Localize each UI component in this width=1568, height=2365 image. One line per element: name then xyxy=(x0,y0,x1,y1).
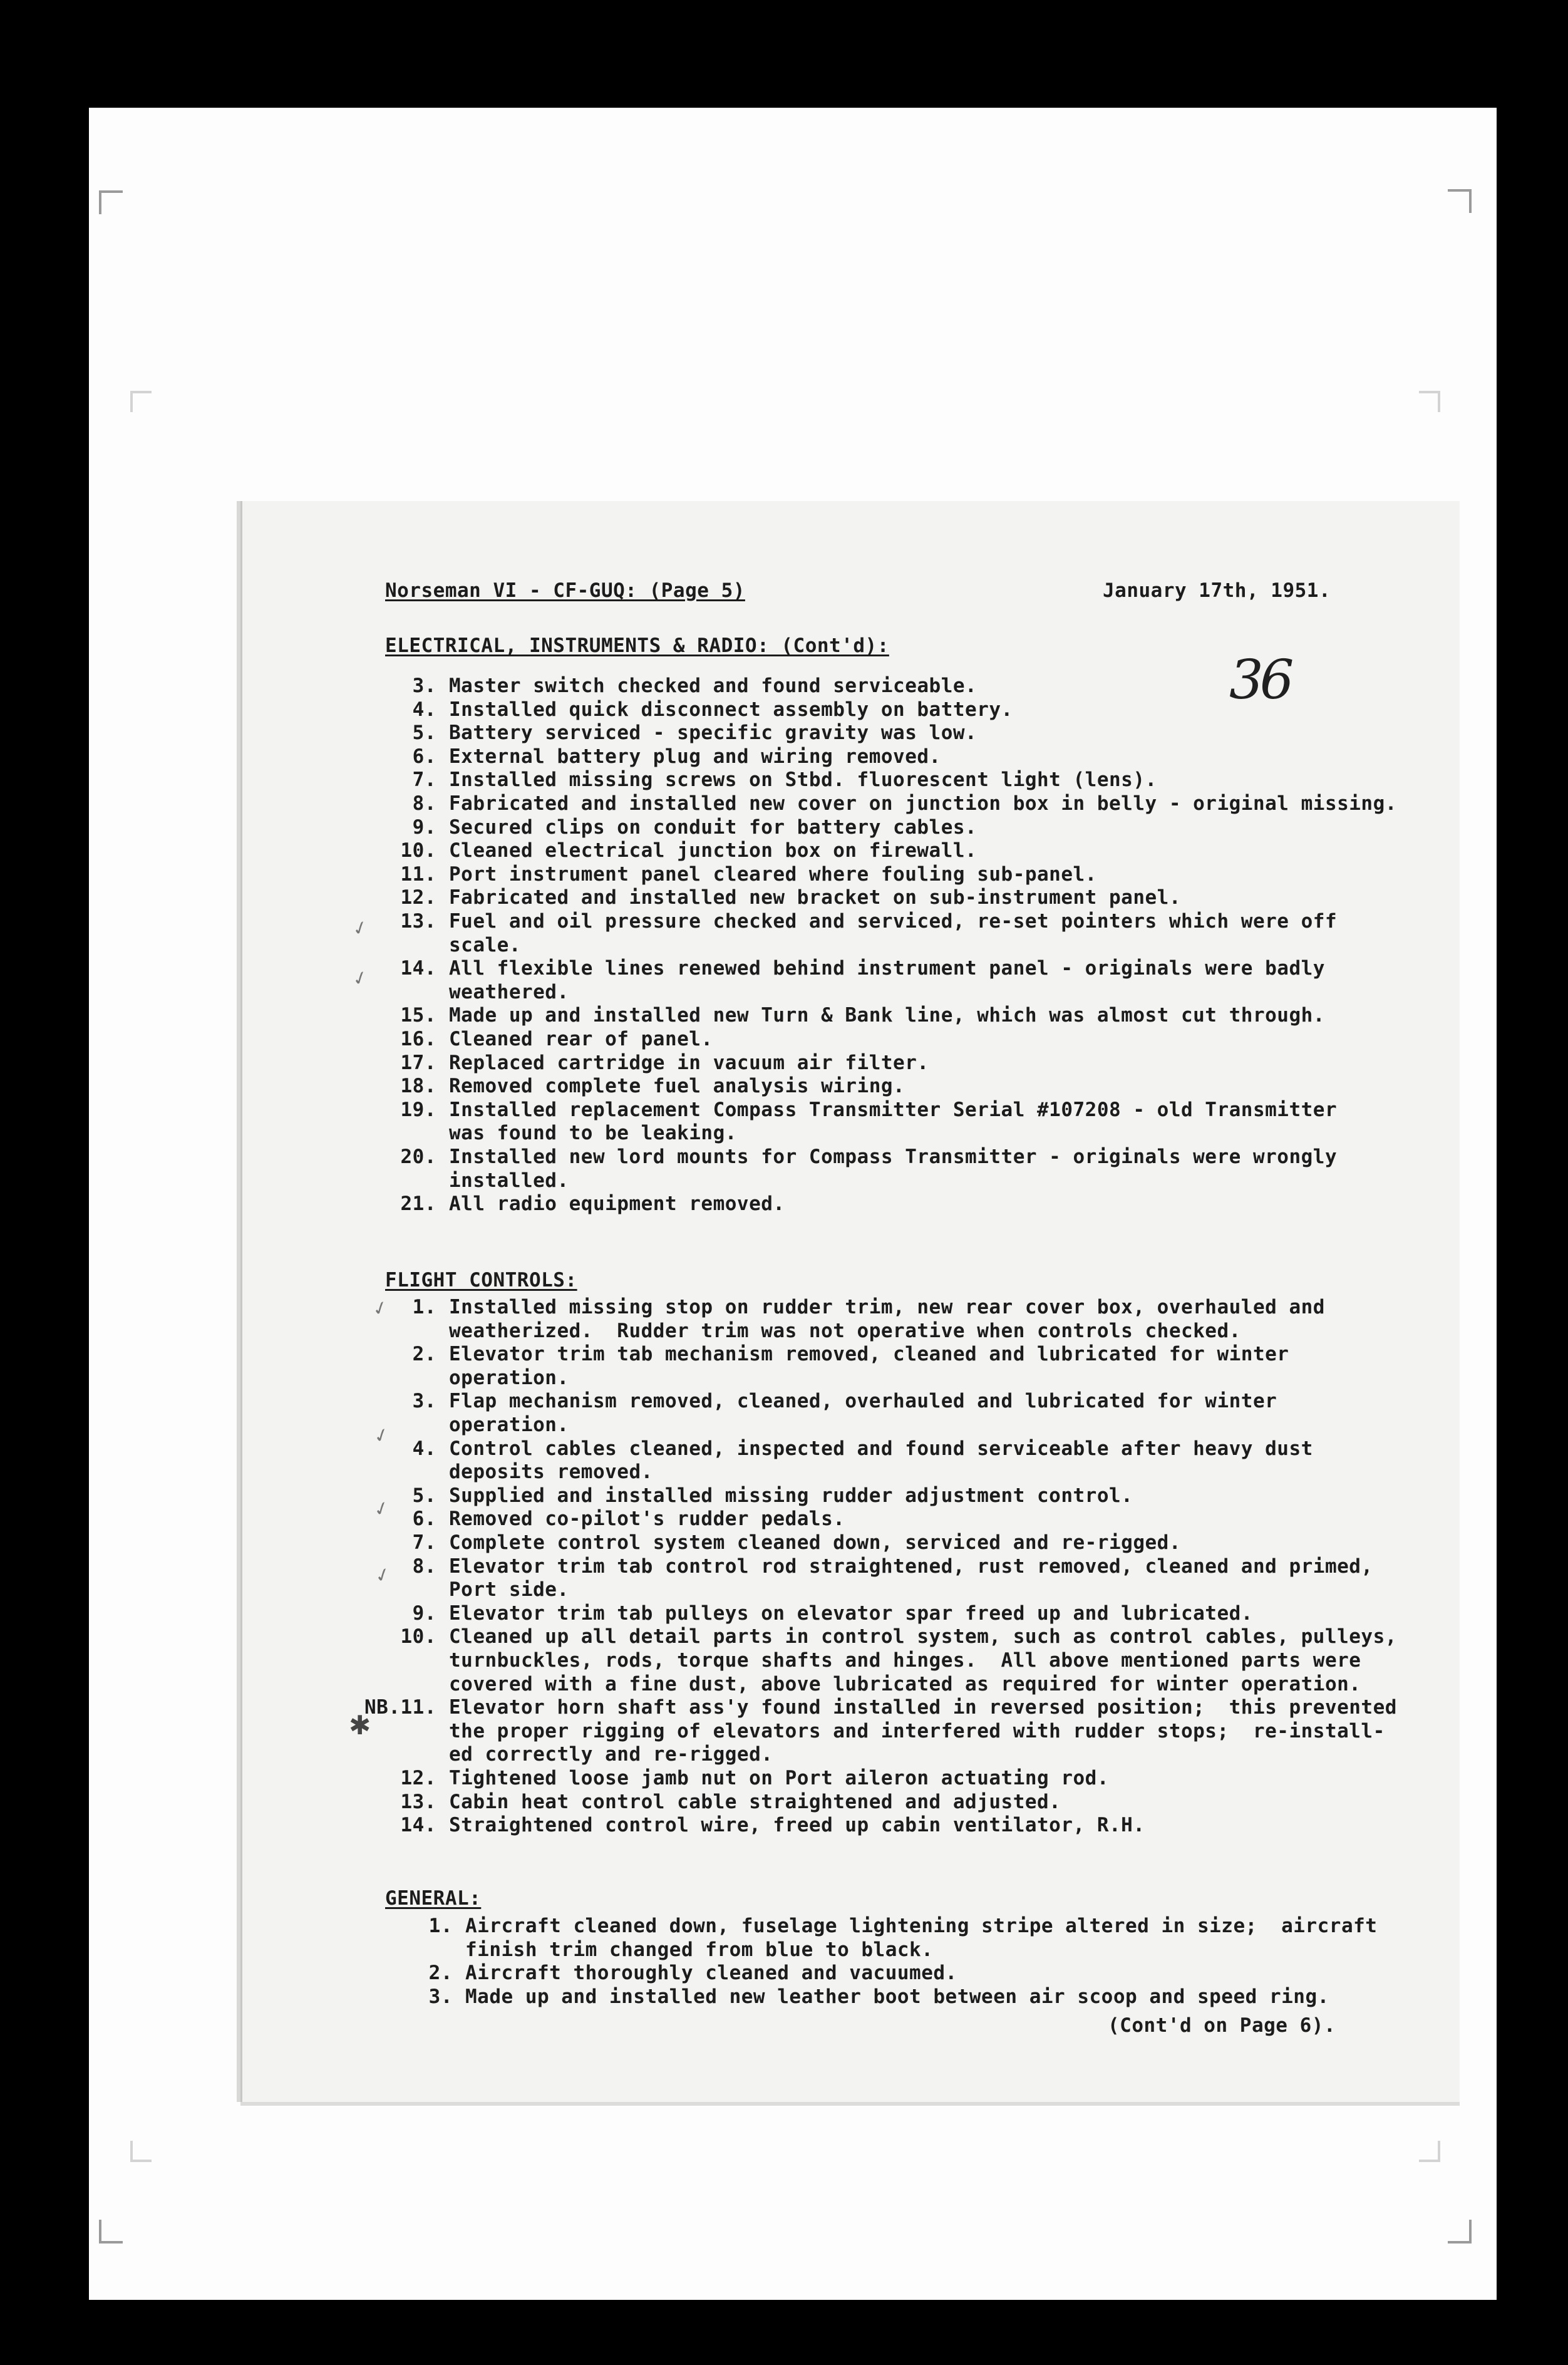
continued-note: (Cont'd on Page 6). xyxy=(1108,2014,1336,2037)
inner-corner-mark-bottom-left xyxy=(130,2141,152,2162)
item-text: Secured clips on conduit for battery cables. xyxy=(449,815,977,839)
item-number: 5. xyxy=(412,1484,436,1507)
item-number: 2. xyxy=(412,1343,436,1366)
item-number: 3. xyxy=(428,1985,453,2008)
item-text: Aircraft cleaned down, fuselage lightening stripe altered in size; aircraft xyxy=(465,1915,1378,1937)
item-text: Battery serviced - specific gravity was low. xyxy=(449,722,977,745)
item-number: 21. xyxy=(400,1193,436,1216)
item-text: Installed quick disconnect assembly on battery. xyxy=(449,698,1013,721)
item-text: Cleaned up all detail parts in control system, such as control cables, pulleys, xyxy=(449,1625,1397,1648)
item-text: External battery plug and wiring removed. xyxy=(449,745,941,768)
item-number: 14. xyxy=(400,957,436,980)
item-number: NB.11. xyxy=(364,1696,436,1719)
item-number: 13. xyxy=(400,1790,436,1813)
item-number: 13. xyxy=(400,910,436,933)
item-text-continuation: operation. xyxy=(449,1366,569,1389)
item-text: Removed co-pilot's rudder pedals. xyxy=(449,1508,845,1531)
item-number: 9. xyxy=(412,815,436,839)
item-text: Fuel and oil pressure checked and serviced, re-set pointers which were off xyxy=(449,910,1338,933)
item-text-continuation: weatherized. Rudder trim was not operative when controls checked. xyxy=(449,1319,1241,1342)
item-text-continuation: ed correctly and re-rigged. xyxy=(449,1743,773,1766)
item-number: 2. xyxy=(428,1962,453,1985)
header-date: January 17th, 1951. xyxy=(1103,579,1331,602)
item-number: 6. xyxy=(412,1508,436,1531)
item-number: 10. xyxy=(400,839,436,862)
item-number: 1. xyxy=(428,1915,453,1937)
corner-mark-top-left xyxy=(99,190,123,214)
item-number: 8. xyxy=(412,1555,436,1578)
item-text: Tightened loose jamb nut on Port aileron actuating rod. xyxy=(449,1767,1109,1789)
section-heading-flight-controls: FLIGHT CONTROLS: xyxy=(385,1269,577,1291)
item-text: Fabricated and installed new bracket on sub-instrument panel. xyxy=(449,886,1181,909)
item-text: Cleaned rear of panel. xyxy=(449,1028,713,1050)
item-text: Complete control system cleaned down, serviced and re-rigged. xyxy=(449,1531,1181,1554)
item-number: 10. xyxy=(400,1625,436,1648)
item-number: 14. xyxy=(400,1814,436,1837)
item-number: 20. xyxy=(400,1146,436,1168)
item-number: 3. xyxy=(412,675,436,697)
check-mark: ✓ xyxy=(371,1496,393,1523)
item-text-continuation: operation. xyxy=(449,1414,569,1436)
header-title: Norseman VI - CF-GUQ: (Page 5) xyxy=(385,579,745,602)
item-number: 12. xyxy=(400,1767,436,1789)
item-text: Elevator trim tab pulleys on elevator spar freed up and lubricated. xyxy=(449,1602,1253,1625)
item-text: Removed complete fuel analysis wiring. xyxy=(449,1075,905,1098)
item-number: 7. xyxy=(412,1531,436,1554)
document-page xyxy=(240,501,1460,2102)
inner-corner-mark-top-left xyxy=(130,391,152,412)
item-text: Made up and installed new Turn & Bank line, which was almost cut through. xyxy=(449,1004,1325,1027)
item-number: 19. xyxy=(400,1098,436,1121)
corner-mark-bottom-right xyxy=(1448,2220,1472,2243)
item-text: Flap mechanism removed, cleaned, overhauled and lubricated for winter xyxy=(449,1390,1277,1413)
inner-corner-mark-bottom-right xyxy=(1419,2141,1440,2162)
item-number: 16. xyxy=(400,1028,436,1050)
item-text-continuation: deposits removed. xyxy=(449,1461,653,1484)
item-text: Cabin heat control cable straightened and adjusted. xyxy=(449,1790,1061,1813)
item-text: Elevator trim tab mechanism removed, cleaned and lubricated for winter xyxy=(449,1343,1289,1366)
item-text: Elevator horn shaft ass'y found installed in reversed position; this prevented xyxy=(449,1696,1397,1719)
item-number: 11. xyxy=(400,862,436,886)
item-text: Installed new lord mounts for Compass Transmitter - originals were wrongly xyxy=(449,1146,1338,1168)
handwritten-page-number: 36 xyxy=(1229,649,1291,712)
corner-mark-top-right xyxy=(1448,189,1472,213)
corner-mark-bottom-left xyxy=(99,2220,123,2243)
check-mark: ✓ xyxy=(369,1295,391,1322)
item-text-continuation: turnbuckles, rods, torque shafts and hinges. All above mentioned parts were xyxy=(449,1649,1361,1672)
check-mark: ✓ xyxy=(349,915,371,942)
item-text: All radio equipment removed. xyxy=(449,1193,785,1216)
asterisk-mark: ✱ xyxy=(349,1710,371,1741)
section-heading-electrical: ELECTRICAL, INSTRUMENTS & RADIO: (Cont'd): xyxy=(385,634,889,657)
item-number: 3. xyxy=(412,1390,436,1413)
check-mark: ✓ xyxy=(371,1422,393,1449)
item-number: 5. xyxy=(412,722,436,745)
item-text: Elevator trim tab control rod straightened, rust removed, cleaned and primed, xyxy=(449,1555,1373,1578)
item-number: 17. xyxy=(400,1051,436,1074)
item-text: Replaced cartridge in vacuum air filter. xyxy=(449,1051,929,1074)
check-mark: ✓ xyxy=(372,1562,394,1589)
item-text-continuation: covered with a fine dust, above lubricated as required for winter operation. xyxy=(449,1672,1361,1695)
item-number: 6. xyxy=(412,745,436,768)
item-text: Installed missing screws on Stbd. fluorescent light (lens). xyxy=(449,768,1157,792)
item-number: 9. xyxy=(412,1602,436,1625)
check-mark: ✓ xyxy=(349,965,371,992)
item-text: Port instrument panel cleared where fouling sub-panel. xyxy=(449,862,1097,886)
item-text-continuation: the proper rigging of elevators and interfered with rudder stops; re-install- xyxy=(449,1719,1385,1742)
item-number: 4. xyxy=(412,1437,436,1460)
item-text-continuation: Port side. xyxy=(449,1578,569,1602)
item-text-continuation: weathered. xyxy=(449,980,569,1003)
item-text: Straightened control wire, freed up cabin ventilator, R.H. xyxy=(449,1814,1145,1837)
item-number: 18. xyxy=(400,1075,436,1098)
item-text: Fabricated and installed new cover on junction box in belly - original missing. xyxy=(449,792,1397,815)
item-text: Supplied and installed missing rudder adjustment control. xyxy=(449,1484,1133,1507)
item-number: 15. xyxy=(400,1004,436,1027)
item-text: All flexible lines renewed behind instrument panel - originals were badly xyxy=(449,957,1325,980)
item-text: Aircraft thoroughly cleaned and vacuumed. xyxy=(465,1962,957,1985)
item-number: 12. xyxy=(400,886,436,909)
item-number: 8. xyxy=(412,792,436,815)
item-text-continuation: installed. xyxy=(449,1169,569,1192)
item-text: Master switch checked and found serviceable. xyxy=(449,675,977,697)
item-number: 1. xyxy=(412,1296,436,1318)
item-text: Made up and installed new leather boot between air scoop and speed ring. xyxy=(465,1985,1329,2008)
section-heading-general: GENERAL: xyxy=(385,1887,482,1910)
item-text-continuation: scale. xyxy=(449,933,521,956)
item-text-continuation: was found to be leaking. xyxy=(449,1122,737,1145)
item-text-continuation: finish trim changed from blue to black. xyxy=(465,1938,934,1961)
item-text: Installed replacement Compass Transmitter Serial #107208 - old Transmitter xyxy=(449,1098,1338,1121)
item-text: Control cables cleaned, inspected and found serviceable after heavy dust xyxy=(449,1437,1313,1460)
item-text: Installed missing stop on rudder trim, new rear cover box, overhauled and xyxy=(449,1296,1325,1318)
item-text: Cleaned electrical junction box on firewall. xyxy=(449,839,977,862)
inner-corner-mark-top-right xyxy=(1419,391,1440,412)
item-number: 4. xyxy=(412,698,436,721)
item-number: 7. xyxy=(412,768,436,792)
